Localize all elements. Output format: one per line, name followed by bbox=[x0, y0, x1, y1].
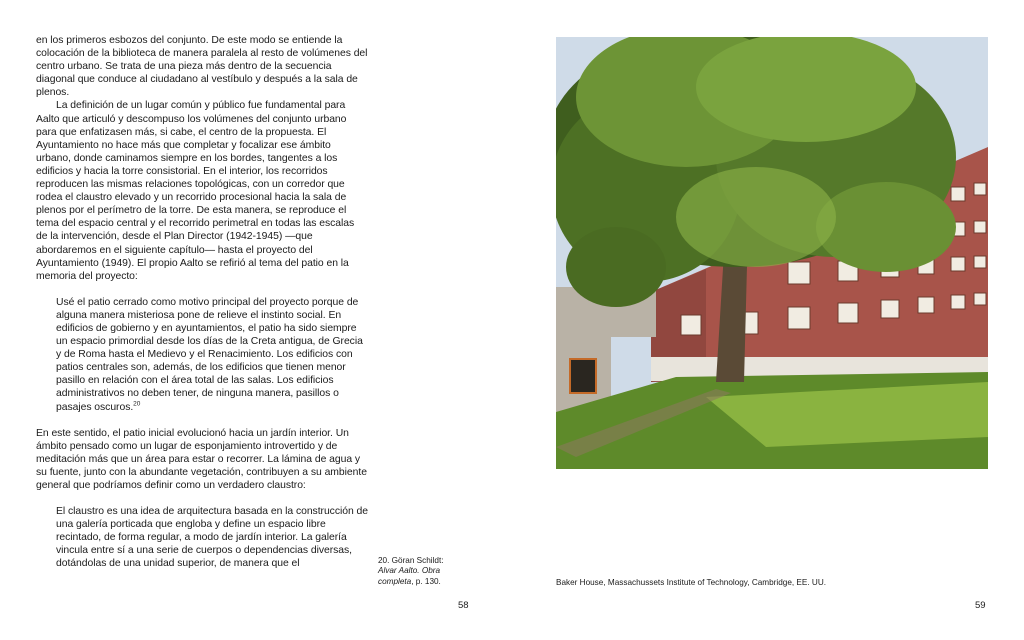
tree-canopy bbox=[556, 37, 956, 307]
page-number-right: 59 bbox=[975, 600, 986, 611]
baker-house-illustration bbox=[556, 37, 988, 469]
annex-window bbox=[570, 359, 596, 393]
photo-caption: Baker House, Massachussets Institute of Technology, Cambridge, EE. UU. bbox=[556, 578, 827, 587]
footnote-author: 20. Göran Schildt: bbox=[378, 556, 444, 565]
quote-aalto-text: Usé el patio cerrado como motivo principal del proyecto porque de alguna manera misteriosa pone de relieve el instinto social. En edificios de gobierno y en ayuntamientos, el patio ha sido siempre un espacio primordial desde los días de la Creta antigua, de Grecia y de Roma hasta el Medievo y el Renacimiento. Los edificios con patios centrales son, además, de los edificios que tienen menor pasillo en relación con el área total de las salas. Los edificios administrativos no deben tener, de ninguna manera, pasillos o pasajes oscuros. bbox=[56, 296, 363, 413]
paragraph-2: La definición de un lugar común y público fue fundamental para Aalto que articuló y descompuso los volúmenes del conjunto urbano para que enfatizasen más, si cabe, el centro de la propuesta. El Ayuntamiento no hace más que completar y focalizar ese ámbito urbano, donde caminamos siempre en los bordes, tangentes a los edificios y hacia la torre consistorial. En el interior, los recorridos reproducen las mismas relaciones topológicas, con un corredor que rodea el claustro elevado y un recorrido procesional hacia la sala de plenos por el perímetro de la torre. De esta manera, se reproduce el tema del espacio central y el recorrido perimetral en todas las escalas de la intervención, desde el Plan Director (1942-1945) —que abordaremos en el siguiente capítulo— hasta el proyecto del Ayuntamiento (1949). El propio Aalto se refirió al tema del patio en la memoria del proyecto: bbox=[36, 100, 355, 282]
footnote-20 bbox=[378, 556, 456, 587]
left-page-body-text bbox=[36, 34, 368, 571]
footnote-title: Alvar Aalto. Obra completa bbox=[378, 566, 441, 586]
block-quote-claustro: El claustro es una idea de arquitectura basada en la construcción de una galería porticada que engloba y define un espacio libre recintado, de forma regular, a modo de jardín interior. La galería vincula entre sí a una serie de cuerpos o dependencias diversas, dotándolas de una unidad superior, de manera que el bbox=[56, 506, 368, 570]
footnote-reference-20: 20 bbox=[133, 400, 141, 408]
block-quote-aalto bbox=[56, 296, 368, 414]
paragraph-3: En este sentido, el patio inicial evolucionó hacia un jardín interior. Un ámbito pensado como un lugar de esponjamiento introvertido y de meditación más que un área para estar o recorrer. La lámina de agua y su fuente, junto con la abundante vegetación, contribuyen a su ambiente general que podríamos definir como un verdadero claustro: bbox=[36, 427, 367, 491]
footnote-page: , p. 130. bbox=[411, 576, 441, 586]
paragraph-1: en los primeros esbozos del conjunto. De este modo se entiende la colocación de la biblioteca de manera paralela al resto de volúmenes del centro urbano. Se trata de una pieza más dentro de la secuencia diagonal que conduce al ciudadano al vestíbulo y después a la sala de plenos. bbox=[36, 35, 368, 99]
baker-house-photo bbox=[556, 37, 988, 469]
page-number-left: 58 bbox=[458, 600, 469, 611]
